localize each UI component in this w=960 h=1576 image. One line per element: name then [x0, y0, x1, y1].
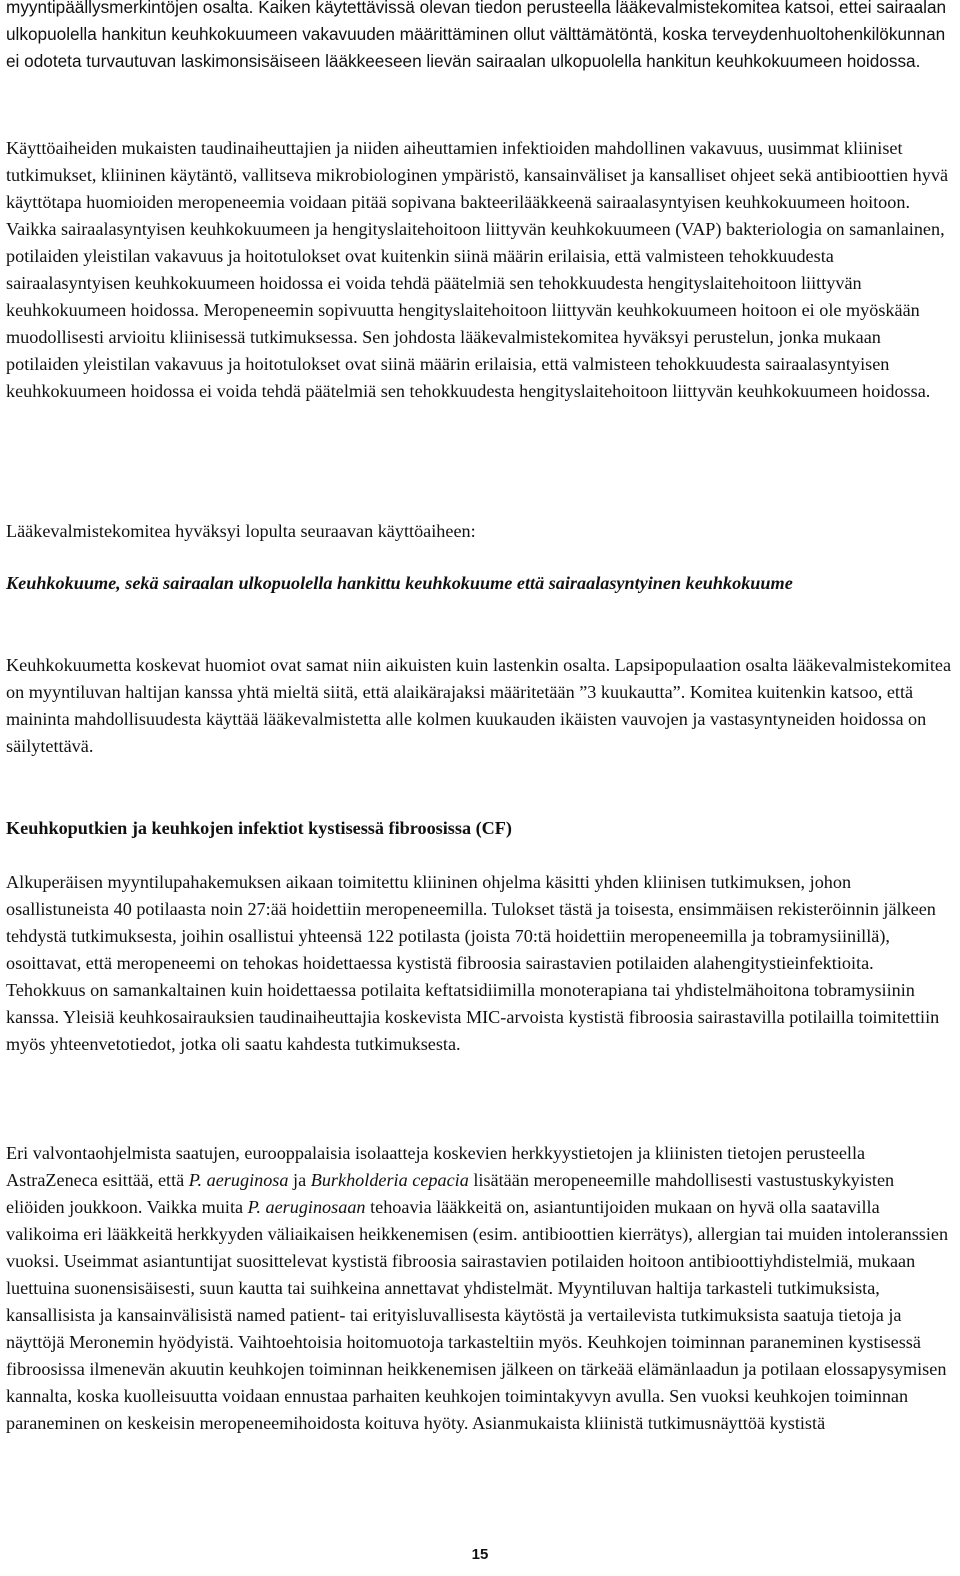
paragraph-5-text-4: tehoavia lääkkeitä on, asiantuntijoiden mukaan on hyvä olla saatavilla valikoima eri lääkkeitä herkkyyden väliaikaisen heikkenemisen (esim. antibioottien kierrätys), allergian tai muiden intoleranssien vuoksi. Useimmat asiantuntijat suosittelevat kystistä fibroosia sairastavien potilaiden hoitoon antibioottiyhdistelmiä, mukaan luettuina suonensisäisesti, suun kautta tai suihkeina annettavat yhdistelmät. Myyntiluvan haltija tarkasteli tutkimuksista, kansallisista ja kansainvälisistä named patient- tai erityisluvallisesta käytöstä ja vertailevista tutkimuksista saatuja tietoja ja näyttöjä Meronemin hyödyistä. Vaihtoehtoisia hoitomuotoja tarkasteltiin myös. Keuhkojen toiminnan paraneminen kystisessä fibroosissa ilmenevän akuutin keuhkojen toiminnan heikkenemisen jälkeen on tärkeää elämänlaadun ja potilaan elossapysymisen kannalta, koska kuolleisuutta voidaan ennustaa parhaiten keuhkojen toimintakyvyn avulla. Sen vuoksi keuhkojen toiminnan paraneminen on keskeisin meropeneemihoidosta koituva hyöty. Asianmukaista kliinistä tutkimusnäyttöä kystistä [6, 1197, 949, 1433]
species-burkholderia-cepacia: Burkholderia cepacia [310, 1170, 469, 1190]
paragraph-4: Alkuperäisen myyntilupahakemuksen aikaan toimitettu kliininen ohjelma käsitti yhden kliinisen tutkimuksen, johon osallistuneista 40 potilaasta noin 27:ää hoidettiin meropeneemilla. Tulokset tästä ja toisesta, ensimmäisen rekisteröinnin jälkeen tehdystä tutkimuksesta, joihin osallistui yhteensä 122 potilasta (joista 70:tä hoidettiin meropeneemilla ja tobramysiinillä), osoittavat, että meropeneemi on tehokas hoidettaessa kystistä fibroosia sairastavien potilaiden alahengitystieinfektioita. Tehokkuus on samankaltainen kuin hoidettaessa potilaita keftatsidiimilla monoterapiana tai yhdistelmähoitona tobramysiinin kanssa. Yleisiä keuhkosairauksien taudinaiheuttajia koskevista MIC-arvoista kystistä fibroosia sairastavilla potilailla toimitettiin myös yhteenvetotiedot, jotka oli saatu kahdesta tutkimuksesta. [6, 872, 940, 1054]
paragraph-5-text-1: Eri valvontaohjelmista saatujen, eurooppalaisia isolaatteja koskevien herkkyystietojen ja kliinisten tietojen perusteella AstraZeneca esittää, että [6, 1143, 866, 1190]
paragraph-5-text-3: lisätään meropeneemille mahdollisesti vastustuskykyisten eliöiden joukkoon. Vaikka muita [6, 1170, 895, 1217]
paragraph-5 [6, 1140, 954, 1437]
paragraph-5-text-2: ja [288, 1170, 311, 1190]
page-number: 15 [471, 1546, 489, 1563]
paragraph-2: Lääkevalmistekomitea hyväksyi lopulta seuraavan käyttöaiheen: [6, 521, 476, 541]
paragraph-top: myyntipäällysmerkintöjen osalta. Kaiken käytettävissä olevan tiedon perusteella lääkevalmistekomitea katsoi, ettei sairaalan ulkopuolella hankitun keuhkokuumeen vakavuuden määrittäminen ollut välttämätöntä, koska terveydenhuoltohenkilökunnan ei odoteta turvautuvan laskimonsisäiseen lääkkeeseen lievän sairaalan ulkopuolella hankitun keuhkokuumeen hoidossa. [6, 0, 947, 71]
paragraph-3: Keuhkokuumetta koskevat huomiot ovat samat niin aikuisten kuin lastenkin osalta. Lapsipopulaation osalta lääkevalmistekomitea on myyntiluvan haltijan kanssa yhtä mieltä siitä, että alaikärajaksi määritetään ”3 kuukautta”. Komitea kuitenkin katsoo, että maininta mahdollisuudesta käyttää lääkevalmistetta alle kolmen kuukauden ikäisten vauvojen ja vastasyntyneiden hoidossa on säilytettävä. [6, 655, 952, 756]
indication-heading: Keuhkokuume, sekä sairaalan ulkopuolella hankittu keuhkokuume että sairaalasyntyinen keuhkokuume [6, 573, 793, 593]
species-p-aeruginosaan: P. aeruginosaan [247, 1197, 366, 1217]
species-p-aeruginosa: P. aeruginosa [188, 1170, 289, 1190]
section-heading: Keuhkoputkien ja keuhkojen infektiot kystisessä fibroosissa (CF) [6, 818, 512, 838]
paragraph-1: Käyttöaiheiden mukaisten taudinaiheuttajien ja niiden aiheuttamien infektioiden mahdollinen vakavuus, uusimmat kliiniset tutkimukset, kliininen käytäntö, vallitseva mikrobiologinen ympäristö, kansainväliset ja kansalliset ohjeet sekä antibioottien hyvä käyttötapa huomioiden meropeneemia voidaan pitää sopivana bakteerilääkkeenä sairaalasyntyisen keuhkokuumeen hoitoon. Vaikka sairaalasyntyisen keuhkokuumeen ja hengityslaitehoitoon liittyvän keuhkokuumeen (VAP) bakteriologia on samanlainen, potilaiden yleistilan vakavuus ja hoitotulokset ovat kuitenkin siinä määrin erilaisia, että valmisteen tehokkuudesta sairaalasyntyisen keuhkokuumeen hoidossa ei voida tehdä päätelmiä sen tehokkuudesta hengityslaitehoitoon liittyvän keuhkokuumeen hoidossa. Meropeneemin sopivuutta hengityslaitehoitoon liittyvän keuhkokuumeen hoitoon ei ole myöskään muodollisesti arvioitu kliinisessä tutkimuksessa. Sen johdosta lääkevalmistekomitea hyväksyi perustelun, jonka mukaan potilaiden yleistilan vakavuus ja hoitotulokset ovat siinä määrin erilaisia, että valmisteen tehokkuudesta sairaalasyntyisen keuhkokuumeen hoidossa ei voida tehdä päätelmiä sen tehokkuudesta hengityslaitehoitoon liittyvän keuhkokuumeen hoidossa. [6, 138, 949, 401]
